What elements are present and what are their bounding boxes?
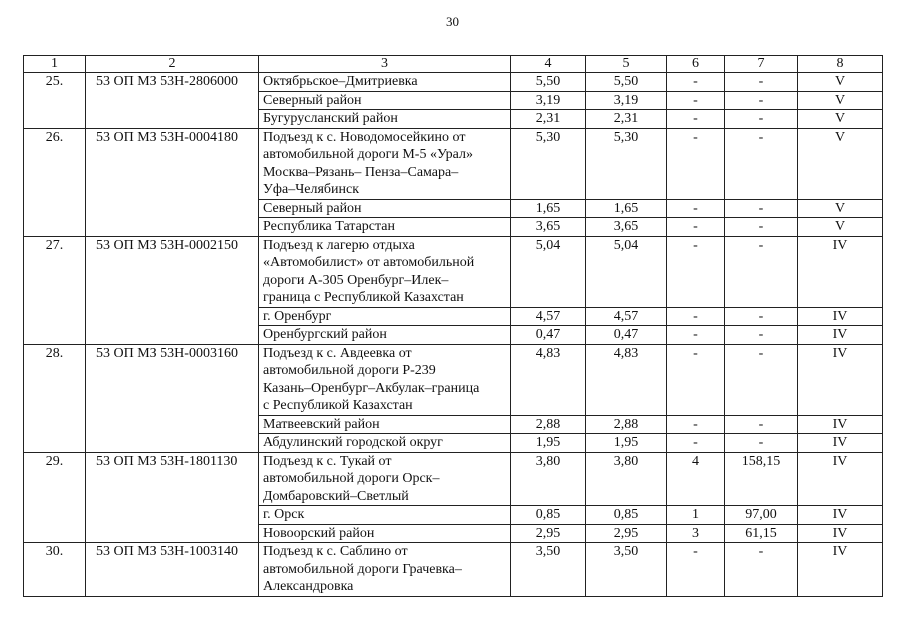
value-cell: 61,15 bbox=[725, 524, 798, 543]
length-total-cell: 5,50 bbox=[511, 73, 586, 92]
value-cell: - bbox=[725, 326, 798, 345]
road-code-cell bbox=[86, 506, 259, 525]
value-cell: - bbox=[725, 199, 798, 218]
count-cell: - bbox=[667, 218, 725, 237]
category-cell: V bbox=[798, 199, 883, 218]
road-name-cell: Подъезд к с. Тукай от автомобильной дороги Орск– Домбаровский–Светлый bbox=[259, 452, 511, 506]
value-cell: - bbox=[725, 344, 798, 415]
length-cell: 0,85 bbox=[586, 506, 667, 525]
road-name-cell: Бугурусланский район bbox=[259, 110, 511, 129]
road-name-cell: г. Орск bbox=[259, 506, 511, 525]
row-number-cell bbox=[24, 434, 86, 453]
header-cell: 2 bbox=[86, 56, 259, 73]
length-total-cell: 3,50 bbox=[511, 543, 586, 597]
length-cell: 0,47 bbox=[586, 326, 667, 345]
table-row bbox=[24, 128, 883, 199]
row-number-cell bbox=[24, 326, 86, 345]
length-cell: 5,30 bbox=[586, 128, 667, 199]
length-total-cell: 1,65 bbox=[511, 199, 586, 218]
header-cell: 7 bbox=[725, 56, 798, 73]
table-row bbox=[24, 524, 883, 543]
road-code-cell bbox=[86, 218, 259, 237]
road-name-cell: Абдулинский городской округ bbox=[259, 434, 511, 453]
length-cell: 3,50 bbox=[586, 543, 667, 597]
length-total-cell: 5,30 bbox=[511, 128, 586, 199]
table-row bbox=[24, 415, 883, 434]
table-row bbox=[24, 91, 883, 110]
road-name-cell: Новоорский район bbox=[259, 524, 511, 543]
category-cell: V bbox=[798, 73, 883, 92]
row-number-cell bbox=[24, 91, 86, 110]
value-cell: - bbox=[725, 128, 798, 199]
category-cell: IV bbox=[798, 307, 883, 326]
page-number: 30 bbox=[446, 14, 459, 29]
road-code-cell bbox=[86, 524, 259, 543]
table-row bbox=[24, 110, 883, 129]
value-cell: - bbox=[725, 91, 798, 110]
count-cell: - bbox=[667, 128, 725, 199]
road-name-cell: Оренбургский район bbox=[259, 326, 511, 345]
table-row bbox=[24, 73, 883, 92]
length-total-cell: 1,95 bbox=[511, 434, 586, 453]
road-register-table bbox=[23, 55, 883, 597]
count-cell: - bbox=[667, 73, 725, 92]
count-cell: 1 bbox=[667, 506, 725, 525]
road-code-cell bbox=[86, 199, 259, 218]
road-code-cell bbox=[86, 307, 259, 326]
length-total-cell: 4,83 bbox=[511, 344, 586, 415]
table-row bbox=[24, 218, 883, 237]
header-row bbox=[24, 56, 883, 73]
row-number-cell bbox=[24, 415, 86, 434]
header-cell: 8 bbox=[798, 56, 883, 73]
road-code-cell: 53 ОП МЗ 53Н-0002150 bbox=[86, 236, 259, 307]
count-cell: - bbox=[667, 344, 725, 415]
row-number-cell bbox=[24, 506, 86, 525]
count-cell: - bbox=[667, 326, 725, 345]
category-cell: V bbox=[798, 218, 883, 237]
road-name-cell: Подъезд к с. Новодомосейкино от автомобильной дороги М-5 «Урал» Москва–Рязань– Пенза–Самара– Уфа–Челябинск bbox=[259, 128, 511, 199]
value-cell: 97,00 bbox=[725, 506, 798, 525]
road-name-cell: Подъезд к с. Авдеевка от автомобильной дороги Р-239 Казань–Оренбург–Акбулак–граница с Республикой Казахстан bbox=[259, 344, 511, 415]
table-row bbox=[24, 543, 883, 597]
road-name-cell: Северный район bbox=[259, 199, 511, 218]
row-number-cell bbox=[24, 524, 86, 543]
table-row bbox=[24, 307, 883, 326]
length-cell: 4,57 bbox=[586, 307, 667, 326]
count-cell: - bbox=[667, 199, 725, 218]
length-cell: 5,50 bbox=[586, 73, 667, 92]
length-cell: 5,04 bbox=[586, 236, 667, 307]
header-cell: 5 bbox=[586, 56, 667, 73]
road-code-cell bbox=[86, 110, 259, 129]
category-cell: IV bbox=[798, 434, 883, 453]
row-number-cell: 30. bbox=[24, 543, 86, 597]
length-cell: 1,95 bbox=[586, 434, 667, 453]
road-code-cell: 53 ОП МЗ 53Н-0003160 bbox=[86, 344, 259, 415]
value-cell: - bbox=[725, 415, 798, 434]
table-body bbox=[24, 56, 883, 597]
row-number-cell: 25. bbox=[24, 73, 86, 92]
value-cell: - bbox=[725, 218, 798, 237]
value-cell: - bbox=[725, 434, 798, 453]
length-cell: 3,65 bbox=[586, 218, 667, 237]
value-cell: 158,15 bbox=[725, 452, 798, 506]
count-cell: - bbox=[667, 236, 725, 307]
road-code-cell: 53 ОП МЗ 53Н-0004180 bbox=[86, 128, 259, 199]
road-code-cell bbox=[86, 434, 259, 453]
value-cell: - bbox=[725, 307, 798, 326]
count-cell: - bbox=[667, 543, 725, 597]
table-row bbox=[24, 434, 883, 453]
length-total-cell: 0,85 bbox=[511, 506, 586, 525]
row-number-cell: 29. bbox=[24, 452, 86, 506]
table-row bbox=[24, 236, 883, 307]
row-number-cell: 26. bbox=[24, 128, 86, 199]
road-code-cell bbox=[86, 91, 259, 110]
header-cell: 1 bbox=[24, 56, 86, 73]
category-cell: V bbox=[798, 128, 883, 199]
table-row bbox=[24, 452, 883, 506]
road-code-cell: 53 ОП МЗ 53Н-1801130 bbox=[86, 452, 259, 506]
count-cell: 4 bbox=[667, 452, 725, 506]
row-number-cell bbox=[24, 307, 86, 326]
count-cell: - bbox=[667, 307, 725, 326]
length-total-cell: 2,88 bbox=[511, 415, 586, 434]
length-cell: 2,95 bbox=[586, 524, 667, 543]
count-cell: - bbox=[667, 110, 725, 129]
length-cell: 3,80 bbox=[586, 452, 667, 506]
category-cell: IV bbox=[798, 326, 883, 345]
length-total-cell: 5,04 bbox=[511, 236, 586, 307]
road-code-cell: 53 ОП МЗ 53Н-1003140 bbox=[86, 543, 259, 597]
value-cell: - bbox=[725, 73, 798, 92]
length-cell: 3,19 bbox=[586, 91, 667, 110]
road-name-cell: Октябрьское–Дмитриевка bbox=[259, 73, 511, 92]
row-number-cell bbox=[24, 199, 86, 218]
count-cell: - bbox=[667, 415, 725, 434]
table-row bbox=[24, 506, 883, 525]
count-cell: - bbox=[667, 434, 725, 453]
row-number-cell bbox=[24, 218, 86, 237]
row-number-cell: 27. bbox=[24, 236, 86, 307]
category-cell: IV bbox=[798, 506, 883, 525]
value-cell: - bbox=[725, 543, 798, 597]
length-cell: 2,88 bbox=[586, 415, 667, 434]
count-cell: - bbox=[667, 91, 725, 110]
road-name-cell: Подъезд к с. Саблино от автомобильной дороги Грачевка– Александровка bbox=[259, 543, 511, 597]
length-total-cell: 0,47 bbox=[511, 326, 586, 345]
table-row bbox=[24, 344, 883, 415]
road-name-cell: Матвеевский район bbox=[259, 415, 511, 434]
header-cell: 3 bbox=[259, 56, 511, 73]
category-cell: IV bbox=[798, 452, 883, 506]
category-cell: IV bbox=[798, 415, 883, 434]
road-name-cell: Подъезд к лагерю отдыха «Автомобилист» от автомобильной дороги А-305 Оренбург–Илек– граница с Республикой Казахстан bbox=[259, 236, 511, 307]
row-number-cell bbox=[24, 110, 86, 129]
length-total-cell: 4,57 bbox=[511, 307, 586, 326]
length-cell: 2,31 bbox=[586, 110, 667, 129]
table-row bbox=[24, 326, 883, 345]
category-cell: V bbox=[798, 110, 883, 129]
road-code-cell bbox=[86, 415, 259, 434]
value-cell: - bbox=[725, 110, 798, 129]
row-number-cell: 28. bbox=[24, 344, 86, 415]
length-total-cell: 2,31 bbox=[511, 110, 586, 129]
road-name-cell: г. Оренбург bbox=[259, 307, 511, 326]
header-cell: 6 bbox=[667, 56, 725, 73]
header-cell: 4 bbox=[511, 56, 586, 73]
table-row bbox=[24, 199, 883, 218]
length-total-cell: 3,65 bbox=[511, 218, 586, 237]
category-cell: IV bbox=[798, 236, 883, 307]
count-cell: 3 bbox=[667, 524, 725, 543]
value-cell: - bbox=[725, 236, 798, 307]
road-code-cell bbox=[86, 326, 259, 345]
category-cell: IV bbox=[798, 344, 883, 415]
category-cell: V bbox=[798, 91, 883, 110]
road-name-cell: Республика Татарстан bbox=[259, 218, 511, 237]
category-cell: IV bbox=[798, 524, 883, 543]
length-total-cell: 3,19 bbox=[511, 91, 586, 110]
road-code-cell: 53 ОП МЗ 53Н-2806000 bbox=[86, 73, 259, 92]
road-name-cell: Северный район bbox=[259, 91, 511, 110]
length-cell: 1,65 bbox=[586, 199, 667, 218]
length-total-cell: 3,80 bbox=[511, 452, 586, 506]
length-cell: 4,83 bbox=[586, 344, 667, 415]
length-total-cell: 2,95 bbox=[511, 524, 586, 543]
category-cell: IV bbox=[798, 543, 883, 597]
